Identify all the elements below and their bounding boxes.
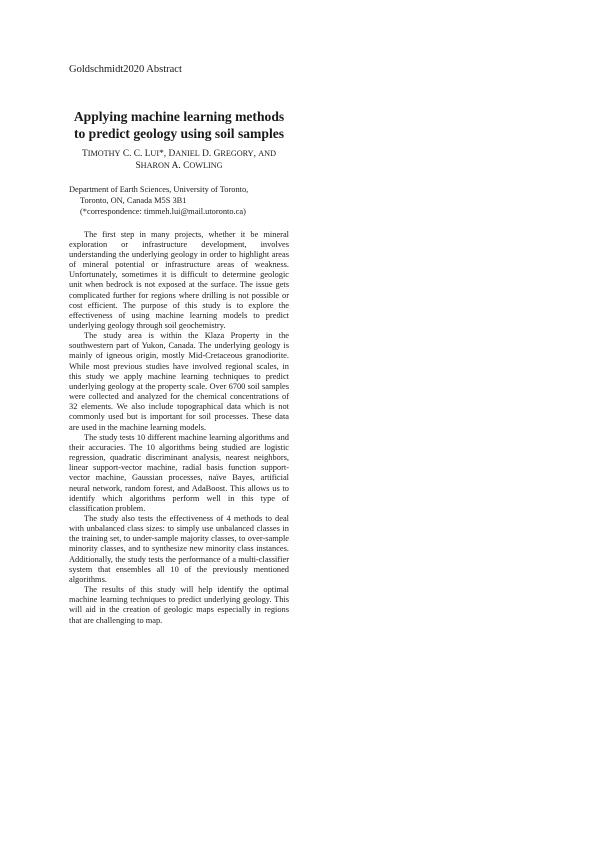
affiliation-line: Toronto, ON, Canada M5S 3B1 <box>80 196 187 206</box>
abstract-column <box>69 108 289 626</box>
author-list <box>69 148 289 172</box>
author-fragment: REGORY, <box>220 149 259 159</box>
author-fragment: OWLING <box>189 161 223 170</box>
correspondence-email: (*correspondence: timmeh.lui@mail.utoronto.ca) <box>80 207 246 217</box>
abstract-paragraph: The results of this study will help identify the optimal machine learning techniques to predict underlying geology. This will aid in the creation of geologic maps especially in regions that are challenging to map. <box>69 585 289 625</box>
author-fragment: SHARON A. C <box>135 161 190 171</box>
author-fragment: ANIEL D. G <box>175 149 221 159</box>
abstract-paragraph: The study tests 10 different machine learning algorithms and their accuracies. The 10 algorithms being studied are logistic regression, quadratic discriminant analysis, nearest neighbors, linear support-vector machine, radial basis function support-vector machine, Gaussian processes, naïve Bayes, artificial neural network, random forest, and AdaBoost. This allows us to identify which algorithms perform well in this type of classification problem. <box>69 432 289 513</box>
author-line-2 <box>69 160 289 172</box>
paper-title: Applying machine learning methods to predict geology using soil samples <box>73 109 285 141</box>
affiliation <box>69 184 289 218</box>
running-header: Goldschmidt2020 Abstract <box>69 64 182 75</box>
author-line-1 <box>69 148 289 160</box>
abstract-body <box>69 230 289 626</box>
affiliation-line: Department of Earth Sciences, University of Toronto, <box>69 185 249 194</box>
author-fragment: AND <box>258 149 277 158</box>
author-fragment: TIMOTHY C. C. L <box>81 149 151 159</box>
abstract-paragraph: The study also tests the effectiveness of 4 methods to deal with unbalanced class sizes: to simply use unbalanced classes in the training set, to under-sample majority classes, to over-sample minority classes, and to synthesize new minority class instances. Additionally, the study tests the performance of a multi-classifier system that ensembles all 10 of the previously mentioned algorithms. <box>69 513 289 584</box>
abstract-paragraph: The study area is within the Klaza Property in the southwestern part of Yukon, Canada. The underlying geology is mainly of igneous origin, mostly Mid-Cretaceous granodiorite. While most previous studies have involved regional scales, in this study we apply machine learning techniques to predict underlying geology at the property scale. Over 6700 soil samples were collected and analyzed for the chemical concentrations of 32 elements. We also include topographical data which is not commonly used but is important for soil processes. These data are used in the machine learning models. <box>69 331 289 432</box>
author-fragment: UI*, D <box>150 149 176 159</box>
abstract-paragraph: The first step in many projects, whether it be mineral exploration or infrastructure development, involves understanding the underlying geology in order to highlight areas of mineral potential or infrastructure areas of weakness. Unfortunately, sometimes it is difficult to determine geologic unit when bedrock is not exposed at the surface. The issue gets complicated further for regions where drilling is not possible or cost efficient. The purpose of this study is to explore the effectiveness of using machine learning models to predict underlying geology through soil geochemistry. <box>69 229 289 331</box>
